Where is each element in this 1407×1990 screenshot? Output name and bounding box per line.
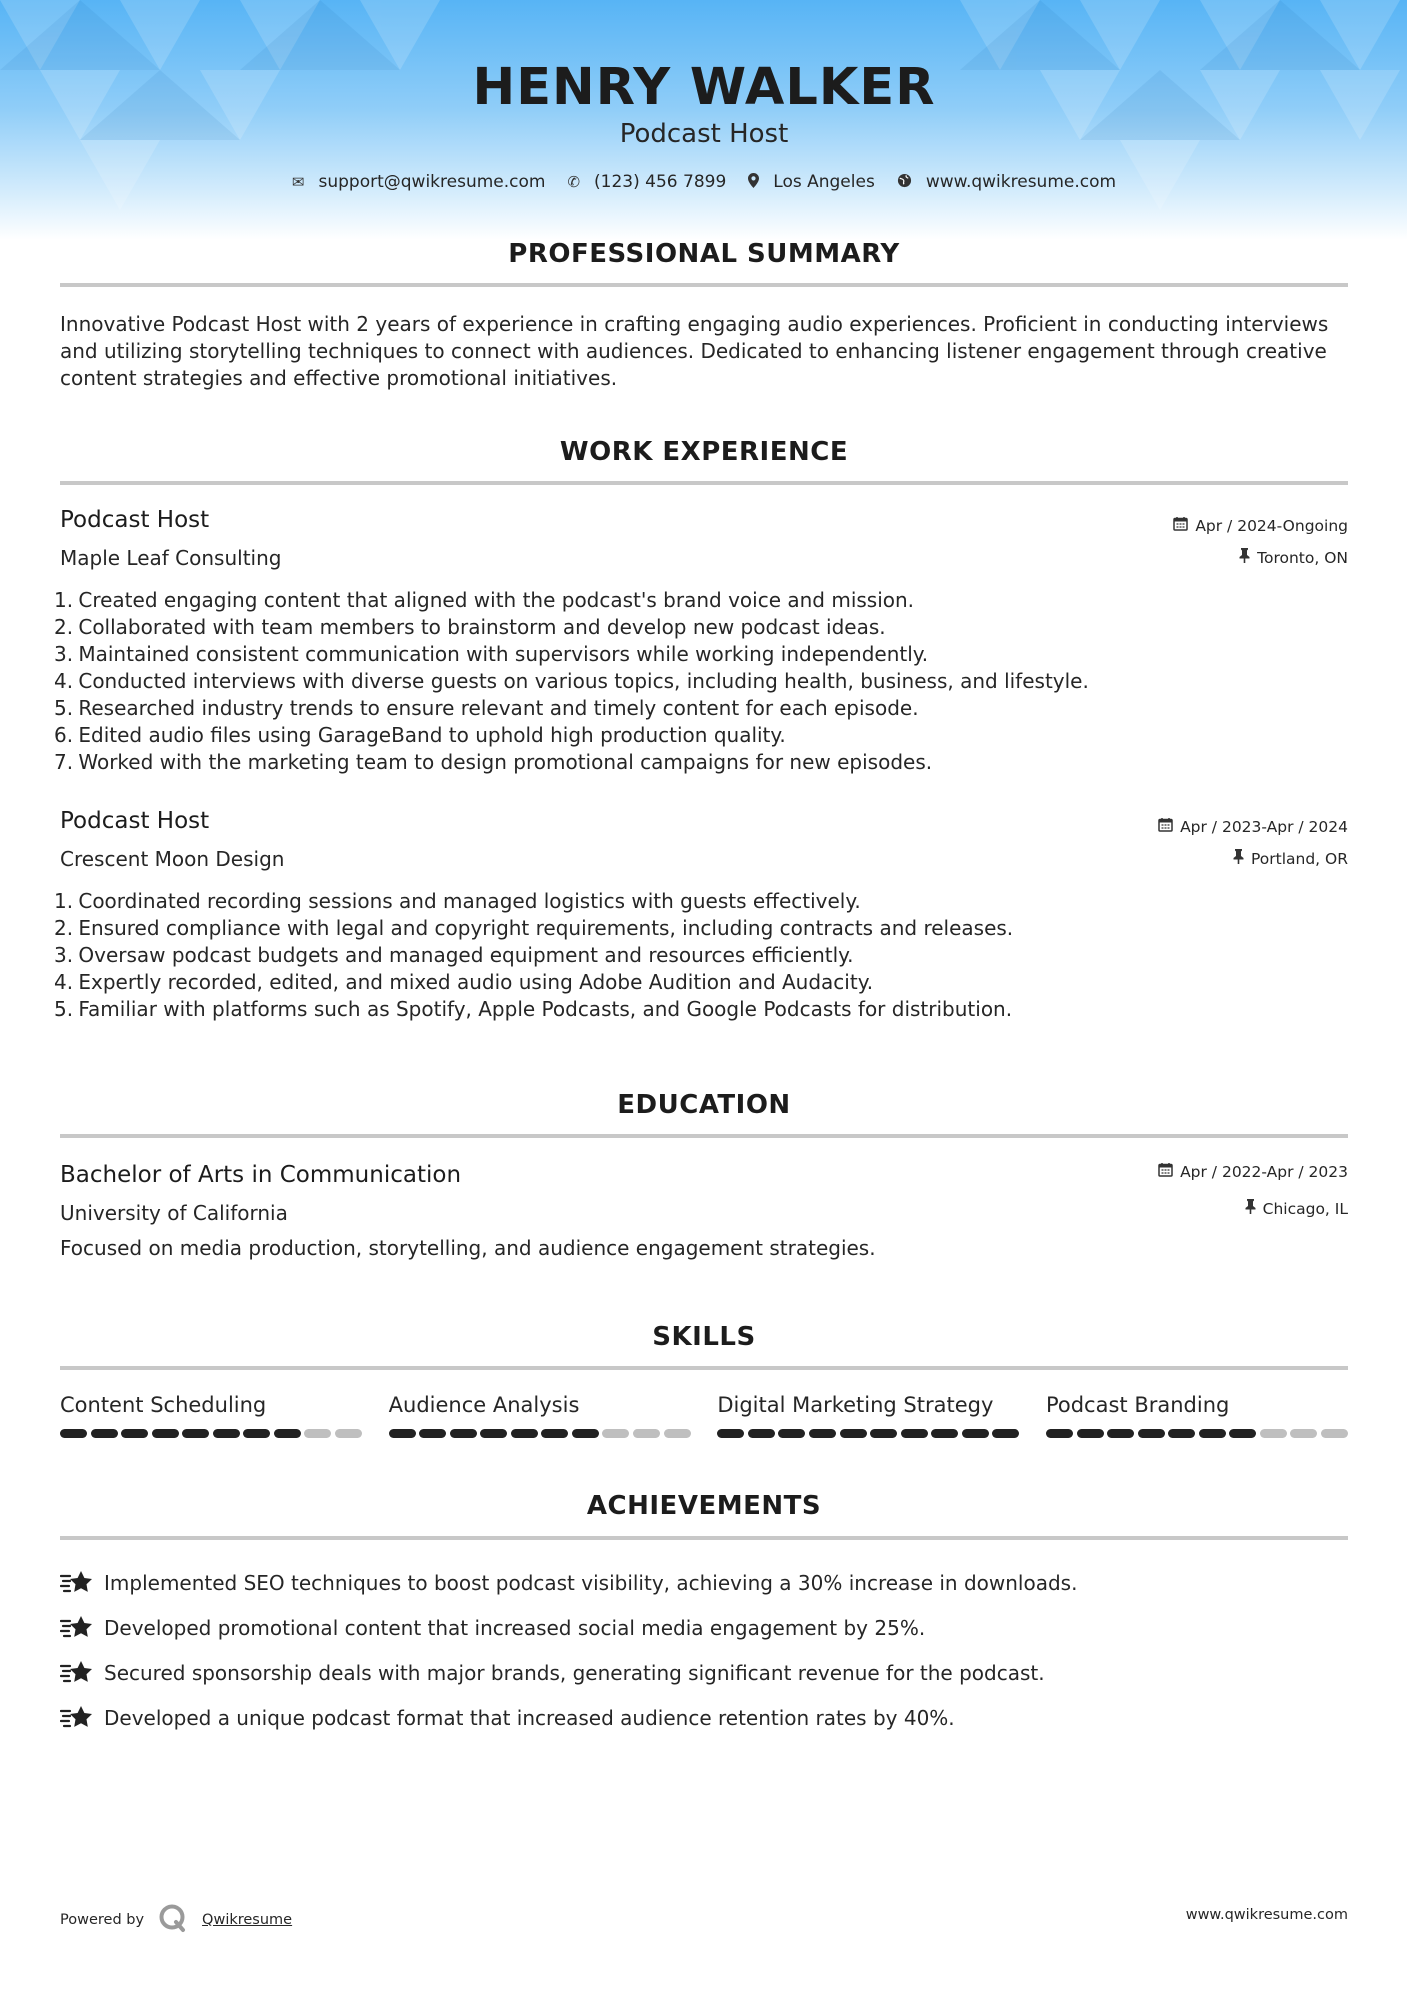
contact-bar [60,172,1348,192]
location-text: Chicago, IL [1262,1199,1348,1218]
degree-title: Bachelor of Arts in Communication [60,1162,462,1188]
skill-rating [389,1429,691,1438]
rating-dot-filled [541,1429,568,1438]
education-location [1245,1199,1348,1218]
powered-by-label: Powered by [60,1912,145,1928]
list-item: Developed promotional content that increased social media engagement by 25%. [60,1605,1348,1650]
list-item: 2. Collaborated with team members to brainstorm and develop new podcast ideas. [54,615,886,639]
star-award-icon [60,1615,104,1641]
footer-website-link[interactable]: www.qwikresume.com [1185,1907,1348,1923]
list-item: 4. Expertly recorded, edited, and mixed audio using Adobe Audition and Audacity. [54,970,874,994]
rating-dot-empty [602,1429,629,1438]
list-item: Implemented SEO techniques to boost podcast visibility, achieving a 30% increase in downloads. [60,1560,1348,1605]
rating-dot-filled [152,1429,179,1438]
website-text: www.qwikresume.com [925,172,1117,192]
section-divider [60,481,1348,485]
rating-dot-filled [91,1429,118,1438]
rating-dot-empty [1290,1429,1317,1438]
rating-dot-filled [1077,1429,1104,1438]
skill-item [717,1393,1019,1438]
list-item: 6. Edited audio files using GarageBand to uphold high production quality. [54,723,786,747]
experience-heading: WORK EXPERIENCE [559,437,849,467]
education-description: Focused on media production, storytelling, and audience engagement strategies. [60,1236,876,1260]
email-text: support@qwikresume.com [318,172,546,192]
rating-dot-filled [274,1429,301,1438]
rating-dot-filled [480,1429,507,1438]
skill-name: Audience Analysis [388,1393,580,1417]
job-location [1239,548,1348,567]
qwikresume-logo-icon [158,1903,188,1937]
skill-item [389,1393,691,1438]
qwikresume-link[interactable]: Qwikresume [202,1912,293,1928]
list-item: 4. Conducted interviews with diverse guests on various topics, including health, business, and lifestyle. [54,669,1089,693]
job-company: Crescent Moon Design [60,847,285,871]
skill-name: Digital Marketing Strategy [717,1393,994,1417]
list-item: 5. Familiar with platforms such as Spotify, Apple Podcasts, and Google Podcasts for distribution. [54,997,1013,1021]
job-bullets [54,888,1348,1023]
rating-dot-filled [182,1429,209,1438]
rating-dot-filled [931,1429,958,1438]
job-location [1233,849,1348,868]
resume-page [54,0,1348,1990]
phone-icon: ✆ [567,173,581,191]
map-pin-icon [748,173,759,192]
skill-name: Podcast Branding [1045,1393,1230,1417]
rating-dot-filled [1138,1429,1165,1438]
skill-name: Content Scheduling [60,1393,267,1417]
list-item: Secured sponsorship deals with major brands, generating significant revenue for the podcast. [60,1650,1348,1695]
pushpin-icon [1233,849,1244,868]
list-item: 1. Created engaging content that aligned with the podcast's brand voice and mission. [54,588,915,612]
rating-dot-filled [60,1429,87,1438]
skill-item [1046,1393,1348,1438]
contact-email[interactable] [292,172,546,192]
school-name: University of California [60,1201,288,1225]
rating-dot-filled [992,1429,1019,1438]
rating-dot-empty [335,1429,362,1438]
summary-heading: PROFESSIONAL SUMMARY [508,239,900,269]
globe-icon [897,173,912,192]
candidate-name: HENRY WALKER [472,58,936,117]
rating-dot-filled [572,1429,599,1438]
rating-dot-empty [1260,1429,1287,1438]
dates-text: Apr / 2023-Apr / 2024 [1180,817,1348,836]
pushpin-icon [1245,1199,1256,1218]
dates-text: Apr / 2024-Ongoing [1195,516,1348,535]
list-item: 5. Researched industry trends to ensure relevant and timely content for each episode. [54,696,919,720]
list-item: 3. Maintained consistent communication with supervisors while working independently. [54,642,929,666]
location-text: Portland, OR [1250,849,1348,868]
achievements-list [60,1560,1348,1740]
section-divider [60,283,1348,287]
star-award-icon [60,1705,104,1731]
skill-rating [1046,1429,1348,1438]
star-award-icon [60,1660,104,1686]
contact-location [748,172,875,192]
rating-dot-filled [243,1429,270,1438]
rating-dot-filled [1046,1429,1073,1438]
rating-dot-filled [450,1429,477,1438]
location-text: Los Angeles [773,172,875,192]
list-item: Developed a unique podcast format that increased audience retention rates by 40%. [60,1695,1348,1740]
rating-dot-filled [1168,1429,1195,1438]
candidate-role: Podcast Host [619,119,789,149]
rating-dot-filled [962,1429,989,1438]
job-dates [1158,817,1348,836]
location-text: Toronto, ON [1257,548,1348,567]
achievements-heading: ACHIEVEMENTS [586,1491,822,1521]
list-item: 3. Oversaw podcast budgets and managed equipment and resources efficiently. [54,943,854,967]
job-company: Maple Leaf Consulting [60,546,282,570]
rating-dot-filled [778,1429,805,1438]
rating-dot-filled [901,1429,928,1438]
rating-dot-filled [511,1429,538,1438]
list-item: 1. Coordinated recording sessions and managed logistics with guests effectively. [54,889,861,913]
list-item: 7. Worked with the marketing team to design promotional campaigns for new episodes. [54,750,933,774]
dates-text: Apr / 2022-Apr / 2023 [1180,1162,1348,1181]
list-item: 2. Ensured compliance with legal and copyright requirements, including contracts and releases. [54,916,1014,940]
job-title: Podcast Host [60,507,210,533]
skills-heading: SKILLS [652,1322,756,1352]
rating-dot-filled [121,1429,148,1438]
rating-dot-filled [840,1429,867,1438]
rating-dot-filled [1229,1429,1256,1438]
rating-dot-empty [633,1429,660,1438]
skill-item [60,1393,362,1438]
skill-rating [717,1429,1019,1438]
phone-text: (123) 456 7899 [594,172,727,192]
rating-dot-filled [419,1429,446,1438]
calendar-icon [1158,817,1173,836]
envelope-icon: ✉ [291,173,305,191]
rating-dot-filled [1199,1429,1226,1438]
job-title: Podcast Host [60,808,210,834]
rating-dot-empty [304,1429,331,1438]
section-divider [60,1134,1348,1138]
footer-powered-by [60,1903,292,1937]
education-heading: EDUCATION [617,1090,791,1120]
star-award-icon [60,1570,104,1596]
skill-rating [60,1429,362,1438]
section-divider [60,1536,1348,1540]
job-bullets [54,587,1348,776]
rating-dot-empty [664,1429,691,1438]
calendar-icon [1158,1162,1173,1181]
summary-text: Innovative Podcast Host with 2 years of experience in crafting engaging audio experiences. Proficient in conducting interviews and utilizing storytelling techniques to connect with audiences. Dedicated to enhancing listener engagement through creative content strategies and effective promotional initiatives. [60,312,1329,390]
skills-grid [60,1393,1348,1438]
rating-dot-filled [717,1429,744,1438]
job-dates [1173,516,1348,535]
pushpin-icon [1239,548,1250,567]
education-dates [1158,1162,1348,1181]
rating-dot-empty [1321,1429,1348,1438]
section-divider [60,1366,1348,1370]
rating-dot-filled [870,1429,897,1438]
rating-dot-filled [1107,1429,1134,1438]
rating-dot-filled [748,1429,775,1438]
calendar-icon [1173,516,1188,535]
rating-dot-filled [809,1429,836,1438]
rating-dot-filled [213,1429,240,1438]
contact-website[interactable] [897,172,1116,192]
contact-phone[interactable] [567,172,726,192]
rating-dot-filled [389,1429,416,1438]
